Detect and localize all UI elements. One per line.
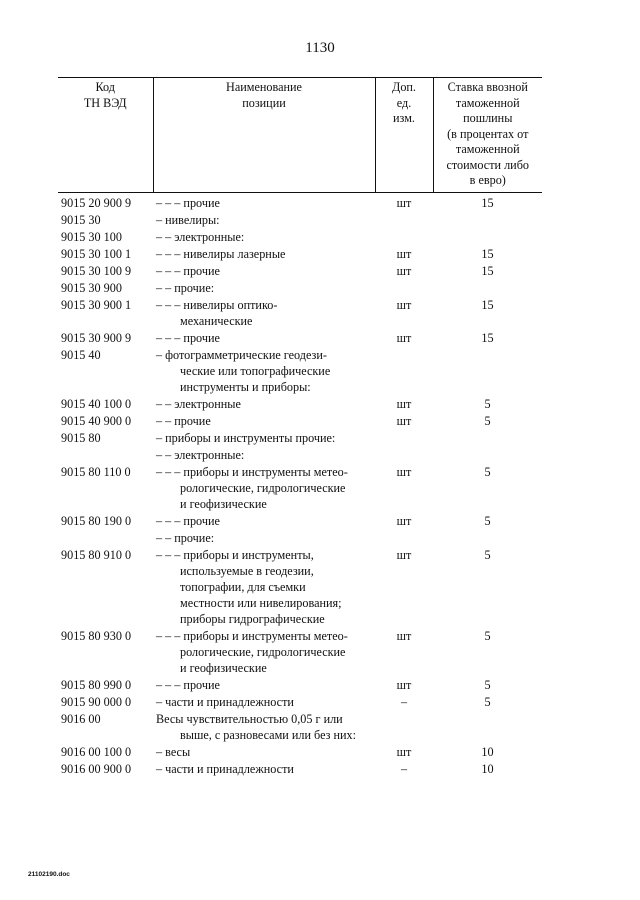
table-row [58,464,542,513]
page-number: 1130 [305,40,335,56]
row-rate [433,530,542,547]
row-rate [433,212,542,229]
row-rate: 15 [481,330,494,345]
row-rate: 5 [484,413,491,428]
table-row [58,628,542,677]
row-name [153,297,375,330]
row-unit: шт [396,513,412,528]
row-name [153,744,375,761]
row-name-text: – – прочие [156,413,211,428]
row-unit [375,347,433,396]
row-name-text: – – – прочие [156,677,220,692]
row-code: 9015 30 900 9 [61,330,132,345]
row-rate: 15 [481,195,494,210]
row-name-text: – – – приборы и инструменты, используемые в геодезии, топографии, для съемки местности или нивелирования; приборы гидрографические [156,547,342,626]
row-unit [375,530,433,547]
table-row [58,413,542,430]
row-rate [433,280,542,297]
row-name [153,547,375,628]
row-rate: 15 [481,246,494,261]
row-name [153,711,375,744]
row-rate: 10 [481,744,494,759]
row-unit: шт [396,263,412,278]
row-name [153,464,375,513]
row-name-text: – – – приборы и инструменты метео- рологические, гидрологические и геофизические [156,464,348,511]
row-rate [433,430,542,447]
table-row [58,330,542,347]
row-code: 9016 00 [61,711,101,726]
row-unit [375,280,433,297]
row-unit: шт [396,677,412,692]
table-body [58,192,542,778]
row-code [58,447,153,464]
tariff-table [58,77,542,778]
row-name-text: – – прочие: [156,280,215,295]
row-unit: шт [396,297,412,312]
row-name-text: – фотограмметрические геодези- ческие или топографические инструменты и приборы: [156,347,331,394]
row-name-text: – – электронные: [156,229,245,244]
row-name-text: – – электронные [156,396,241,411]
table-row [58,297,542,330]
row-code: 9015 80 910 0 [61,547,132,562]
row-rate: 15 [481,263,494,278]
row-name-text: – – – прочие [156,263,220,278]
row-code: 9015 20 900 9 [61,195,132,210]
row-rate: 10 [481,761,494,776]
row-rate: 5 [484,677,491,692]
row-name-text: – весы [156,744,191,759]
row-code: 9015 30 100 9 [61,263,132,278]
row-unit: шт [396,628,412,643]
row-code: 9015 80 [61,430,101,445]
table-row [58,430,542,447]
row-name [153,246,375,263]
row-code: 9015 80 930 0 [61,628,132,643]
row-code: 9015 30 900 1 [61,297,132,312]
row-name-text: – части и принадлежности [156,761,294,776]
row-code: 9016 00 900 0 [61,761,132,776]
row-name [153,761,375,778]
table-row [58,280,542,297]
row-code: 9015 90 000 0 [61,694,132,709]
table-row [58,347,542,396]
row-name [153,212,375,229]
table-row [58,513,542,530]
table-row [58,761,542,778]
row-name [153,628,375,677]
header-code: Код ТН ВЭД [58,78,153,193]
row-unit: шт [396,396,412,411]
row-code: 9015 30 [61,212,101,227]
row-name-text: – – – приборы и инструменты метео- рологические, гидрологические и геофизические [156,628,348,675]
row-code [58,530,153,547]
row-unit: шт [396,195,412,210]
row-name [153,192,375,212]
row-name [153,396,375,413]
row-name-text: – – – нивелиры лазерные [156,246,286,261]
table-row [58,694,542,711]
row-rate: 15 [481,297,494,312]
row-code: 9015 40 100 0 [61,396,132,411]
row-name-text: – – – прочие [156,513,220,528]
row-rate [433,229,542,246]
row-code: 9015 30 100 [61,229,122,244]
table-row [58,530,542,547]
row-rate: 5 [484,464,491,479]
table-header-row [58,78,542,193]
row-rate: 5 [484,547,491,562]
header-name: Наименование позиции [153,78,375,193]
row-name [153,447,375,464]
row-name-text: – – – нивелиры оптико- механические [156,297,278,328]
row-name [153,413,375,430]
row-name [153,694,375,711]
row-name-text: – нивелиры: [156,212,220,227]
row-code: 9015 40 [61,347,101,362]
row-unit [375,447,433,464]
table-row [58,263,542,280]
row-name [153,530,375,547]
row-name [153,280,375,297]
row-name-text: – приборы и инструменты прочие: [156,430,336,445]
table-row [58,192,542,212]
row-rate [433,447,542,464]
row-name-text: Весы чувствительностью 0,05 г или выше, с разновесами или без них: [156,711,357,742]
row-unit [375,430,433,447]
table-row [58,547,542,628]
row-code: 9015 30 900 [61,280,122,295]
row-unit: шт [396,744,412,759]
row-rate [433,347,542,396]
row-unit [375,229,433,246]
row-code: 9015 40 900 0 [61,413,132,428]
row-unit: – [400,694,408,709]
table-row [58,447,542,464]
header-rate: Ставка ввозной таможенной пошлины (в процентах от таможенной стоимости либо в евро) [433,78,542,193]
header-unit: Доп. ед. изм. [375,78,433,193]
row-unit: шт [396,246,412,261]
row-code: 9015 80 110 0 [61,464,131,479]
row-rate: 5 [484,396,491,411]
row-unit: – [400,761,408,776]
table-row [58,229,542,246]
row-unit: шт [396,413,412,428]
row-rate: 5 [484,628,491,643]
row-name-text: – – – прочие [156,330,220,345]
row-name [153,677,375,694]
row-unit: шт [396,330,412,345]
row-unit: шт [396,547,412,562]
file-name-label: 21102190.doc [28,871,70,878]
row-unit: шт [396,464,412,479]
row-name [153,229,375,246]
row-name [153,513,375,530]
row-code: 9016 00 100 0 [61,744,132,759]
row-rate [433,711,542,744]
row-code: 9015 80 190 0 [61,513,132,528]
row-name-text: – части и принадлежности [156,694,294,709]
row-name [153,263,375,280]
row-code: 9015 30 100 1 [61,246,132,261]
row-name [153,330,375,347]
table-row [58,212,542,229]
table-row [58,677,542,694]
row-rate: 5 [484,694,491,709]
row-unit [375,212,433,229]
table-row [58,246,542,263]
row-code: 9015 80 990 0 [61,677,132,692]
row-name [153,347,375,396]
table-row [58,744,542,761]
table-row [58,711,542,744]
row-name [153,430,375,447]
row-rate: 5 [484,513,491,528]
row-unit [375,711,433,744]
table-row [58,396,542,413]
row-name-text: – – – прочие [156,195,220,210]
row-name-text: – – прочие: [156,530,215,545]
row-name-text: – – электронные: [156,447,245,462]
